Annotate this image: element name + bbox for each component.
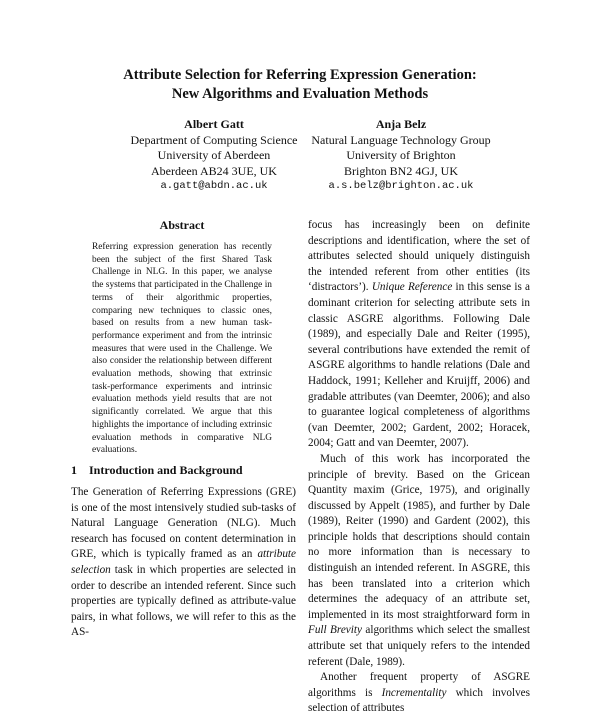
paragraph xyxy=(308,670,530,717)
author-email: a.gatt@abdn.ac.uk xyxy=(160,180,268,193)
abstract-text: Referring expression generation has recently been the subject of the first Shared Task Challenge in NLG. In this paper, we analyse the systems that participated in the Challenge in terms of their algorithmic properties, comparing new techniques to classic ones, based on results from a new human task-performance experiment and from the intrinsic measures that were used in the Challenge. We also consider the relationship between different evaluation methods, showing that extrinsic task-performance experiments and intrinsic evaluation methods yield results that are not significantly correlated. We argue that this highlights the importance of including extrinsic evaluation methods in comparative NLG evaluations. xyxy=(92,242,272,456)
intro-column xyxy=(71,485,296,639)
author-affiliation: Department of Computing Science xyxy=(130,132,298,147)
intro-paragraph xyxy=(71,485,296,641)
paper-title xyxy=(0,66,600,104)
section-number: 1 xyxy=(71,463,77,477)
text-run: focus has increasingly been on definite descriptions and identification, where the set of attributes selected should uniquely distinguish the intended referent from other entities (its ‘distractors’). xyxy=(308,219,530,294)
author-name: Albert Gatt xyxy=(184,117,244,131)
author-address: Aberdeen AB24 3UE, UK xyxy=(151,163,277,178)
text-run: Another frequent property of ASGRE algorithms is xyxy=(308,671,530,699)
text-run: which involves selection of attributes xyxy=(308,686,530,715)
title-line-2: New Algorithms and Evaluation Methods xyxy=(171,86,429,102)
paragraph xyxy=(308,218,530,452)
text-run: task in which properties are selected in order to describe an intended referent. Since such properties are typically defined as attribute-value pairs, in what follows, we will refer to this as the AS- xyxy=(71,563,296,639)
emphasis-text: Incrementality xyxy=(381,686,447,699)
emphasis-text: attribute selection xyxy=(71,548,296,576)
text-run: algorithms which select the smallest attribute set that uniquely refers to the intended referent (Dale, 1989). xyxy=(308,624,531,668)
author-name: Anja Belz xyxy=(375,117,427,131)
section-title: Introduction and Background xyxy=(89,463,243,477)
author-affiliation: Natural Language Technology Group xyxy=(311,132,491,147)
text-run: in this sense is a dominant criterion for selecting attribute sets in classic ASGRE algorithms. Following Dale (1989), and especially Dale and Reiter (1995), several contributions have extended the remit of ASGRE algorithms to handle relations (Dale and Haddock, 1991; Kelleher and Kruijff, 2006) and gradable attributes (van Deemter, 2006); and also to guarantee logical completeness of algorithms (van Deemter, 2002; Gardent, 2002; Horacek, 2004; Gatt and van Deemter, 2007). xyxy=(308,281,530,450)
title-line-1: Attribute Selection for Referring Expression Generation: xyxy=(123,67,477,83)
emphasis-text: Unique Reference xyxy=(371,281,453,294)
author-address: Brighton BN2 4GJ, UK xyxy=(343,163,458,178)
author-block-2 xyxy=(286,117,516,195)
text-run: The Generation of Referring Expressions (GRE) is one of the most intensively studied sub-tasks of Natural Language Generation (NLG). Much research has focused on content determination in GRE, which is typically framed as an xyxy=(71,486,296,561)
author-email: a.s.belz@brighton.ac.uk xyxy=(328,180,474,193)
emphasis-text: Full Brevity xyxy=(308,624,362,637)
abstract-heading: Abstract xyxy=(159,218,205,232)
text-run: Much of this work has incorporated the principle of brevity. Based on the Gricean Quantity maxim (Grice, 1975), and originally discussed by Appelt (1985), and further by Dale (1989), Reiter (1990) and Gardent (2002), this principle holds that descriptions should contain no more information than is necessary to distinguish an intended referent. In ASGRE, this has been translated into a criterion which determines the adequacy of an attribute set, implemented in its most straightforward form in xyxy=(308,452,530,621)
paragraph xyxy=(308,452,530,670)
author-university: University of Aberdeen xyxy=(157,148,271,163)
right-column xyxy=(308,218,531,715)
author-university: University of Brighton xyxy=(346,148,456,163)
section-heading xyxy=(71,463,301,478)
